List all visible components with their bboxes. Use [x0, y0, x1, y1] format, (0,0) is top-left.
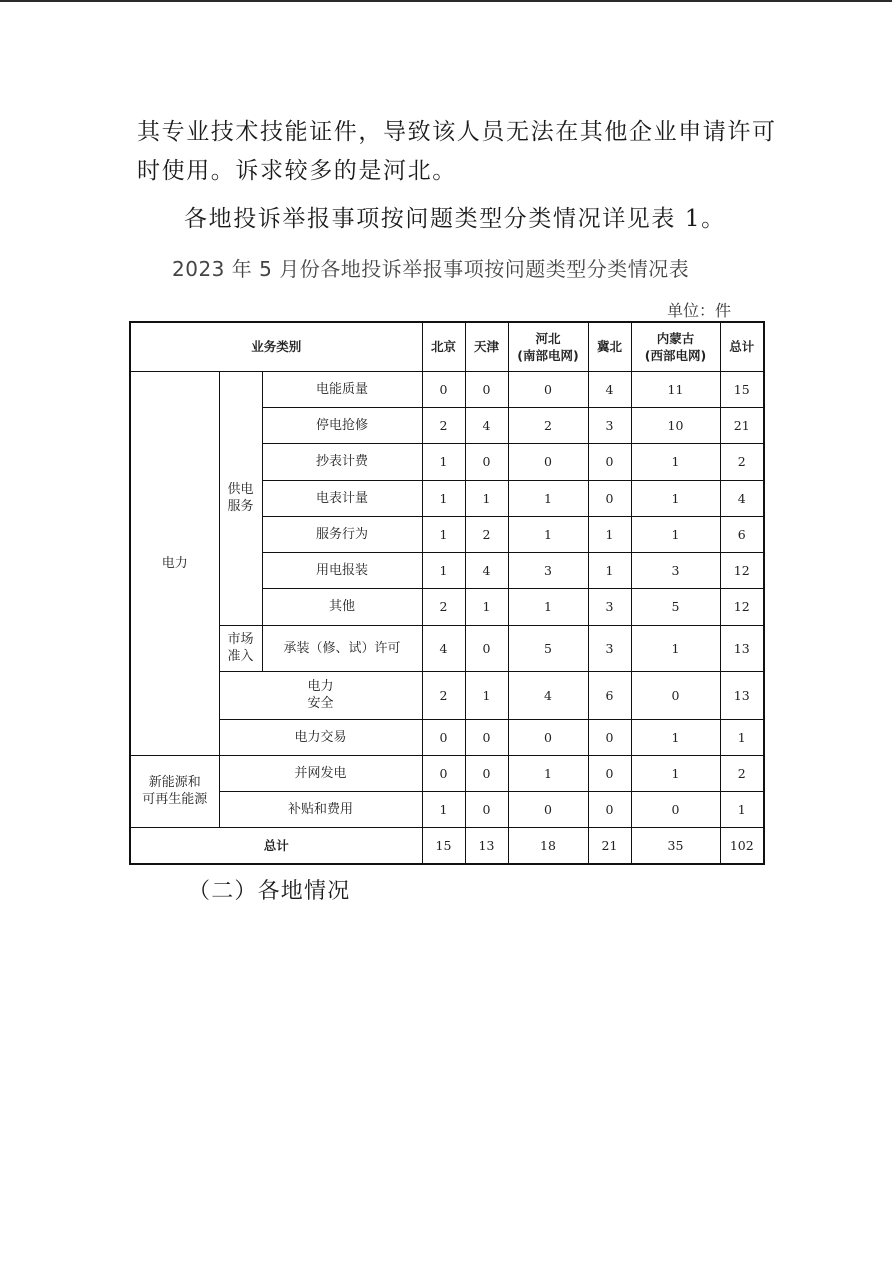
complaint-statistics-table	[129, 321, 765, 865]
value-cell: 3	[588, 588, 631, 625]
value-cell: 0	[465, 625, 508, 671]
section-heading: （二）各地情况	[188, 879, 351, 904]
value-cell: 1	[465, 480, 508, 516]
value-cell: 0	[508, 791, 588, 827]
body-paragraph-line-1: 其专业技术技能证件，导致该人员无法在其他企业申请许可	[137, 119, 777, 145]
value-cell: 1	[588, 516, 631, 552]
table-row	[130, 719, 764, 755]
row-label: 电能质量	[262, 371, 422, 407]
total-value-cell: 13	[465, 827, 508, 864]
row-label: 电力交易	[219, 719, 422, 755]
value-cell: 12	[720, 588, 764, 625]
value-cell: 1	[631, 625, 720, 671]
value-cell: 1	[422, 791, 465, 827]
value-cell: 1	[588, 552, 631, 588]
value-cell: 2	[422, 588, 465, 625]
value-cell: 13	[720, 625, 764, 671]
value-cell: 21	[720, 407, 764, 443]
value-cell: 4	[588, 371, 631, 407]
total-label: 总计	[130, 827, 422, 864]
table-total-row	[130, 827, 764, 864]
value-cell: 0	[588, 755, 631, 791]
header-hebei-sub: (南部电网)	[517, 347, 579, 363]
group-new-energy	[130, 755, 219, 827]
value-cell: 1	[631, 480, 720, 516]
subgroup-supply-service	[219, 371, 262, 625]
value-cell: 1	[508, 480, 588, 516]
value-cell: 0	[588, 443, 631, 480]
value-cell: 0	[631, 671, 720, 719]
value-cell: 2	[422, 671, 465, 719]
header-beijing: 北京	[422, 322, 465, 371]
subgroup-market-access	[219, 625, 262, 671]
value-cell: 3	[588, 625, 631, 671]
value-cell: 0	[422, 755, 465, 791]
header-neimenggu-name: 内蒙古	[656, 330, 695, 346]
table-caption: 2023 年 5 月份各地投诉举报事项按问题类型分类情况表	[172, 257, 690, 281]
total-value-cell: 21	[588, 827, 631, 864]
value-cell: 0	[465, 791, 508, 827]
total-value-cell: 102	[720, 827, 764, 864]
row-label: 承装（修、试）许可	[262, 625, 422, 671]
group-new-energy-line2: 可再生能源	[142, 792, 208, 807]
value-cell: 1	[422, 443, 465, 480]
value-cell: 4	[720, 480, 764, 516]
header-jibei: 冀北	[588, 322, 631, 371]
value-cell: 4	[508, 671, 588, 719]
value-cell: 4	[422, 625, 465, 671]
subgroup-supply-line1: 供电	[227, 482, 254, 497]
value-cell: 0	[631, 791, 720, 827]
value-cell: 5	[631, 588, 720, 625]
header-total: 总计	[720, 322, 764, 371]
value-cell: 0	[422, 371, 465, 407]
body-paragraph-line-2: 时使用。诉求较多的是河北。	[137, 158, 457, 184]
value-cell: 0	[588, 480, 631, 516]
row-label: 电表计量	[262, 480, 422, 516]
row-label: 服务行为	[262, 516, 422, 552]
value-cell: 2	[720, 755, 764, 791]
value-cell: 3	[508, 552, 588, 588]
group-power: 电力	[130, 371, 219, 755]
header-neimenggu-sub: (西部电网)	[644, 347, 707, 363]
value-cell: 1	[631, 755, 720, 791]
row-label: 并网发电	[219, 755, 422, 791]
value-cell: 0	[508, 371, 588, 407]
value-cell: 0	[588, 719, 631, 755]
total-value-cell: 35	[631, 827, 720, 864]
value-cell: 2	[720, 443, 764, 480]
total-value-cell: 18	[508, 827, 588, 864]
subgroup-market-line2: 准入	[227, 649, 254, 664]
value-cell: 1	[422, 516, 465, 552]
value-cell: 4	[465, 552, 508, 588]
value-cell: 1	[422, 480, 465, 516]
top-border-line	[0, 0, 892, 2]
value-cell: 1	[508, 588, 588, 625]
value-cell: 1	[508, 516, 588, 552]
table-header-row	[130, 322, 764, 371]
value-cell: 1	[720, 719, 764, 755]
header-hebei	[508, 322, 588, 371]
table-row	[130, 755, 764, 791]
subgroup-supply-line2: 服务	[227, 499, 254, 514]
value-cell: 1	[631, 443, 720, 480]
subgroup-market-line1: 市场	[227, 632, 254, 647]
value-cell: 1	[720, 791, 764, 827]
value-cell: 0	[465, 371, 508, 407]
value-cell: 6	[588, 671, 631, 719]
value-cell: 1	[508, 755, 588, 791]
table-row	[130, 791, 764, 827]
value-cell: 1	[631, 719, 720, 755]
value-cell: 1	[465, 671, 508, 719]
value-cell: 13	[720, 671, 764, 719]
body-paragraph-table-reference: 各地投诉举报事项按问题类型分类情况详见表 1。	[184, 206, 726, 232]
total-value-cell: 15	[422, 827, 465, 864]
row-label: 其他	[262, 588, 422, 625]
value-cell: 15	[720, 371, 764, 407]
value-cell: 0	[508, 719, 588, 755]
table-unit: 单位：件	[666, 301, 731, 320]
header-tianjin: 天津	[465, 322, 508, 371]
value-cell: 10	[631, 407, 720, 443]
value-cell: 1	[465, 588, 508, 625]
value-cell: 11	[631, 371, 720, 407]
value-cell: 0	[465, 755, 508, 791]
value-cell: 1	[631, 516, 720, 552]
row-label: 用电报装	[262, 552, 422, 588]
row-label-two-line	[219, 671, 422, 719]
header-category: 业务类别	[130, 322, 422, 371]
group-new-energy-line1: 新能源和	[148, 775, 201, 790]
value-cell: 0	[465, 719, 508, 755]
value-cell: 5	[508, 625, 588, 671]
value-cell: 4	[465, 407, 508, 443]
value-cell: 1	[422, 552, 465, 588]
value-cell: 3	[631, 552, 720, 588]
value-cell: 2	[508, 407, 588, 443]
row-label: 停电抢修	[262, 407, 422, 443]
row-label: 补贴和费用	[219, 791, 422, 827]
value-cell: 0	[422, 719, 465, 755]
row-label-line1: 电力	[307, 679, 334, 694]
table-row	[130, 371, 764, 407]
value-cell: 3	[588, 407, 631, 443]
value-cell: 0	[508, 443, 588, 480]
value-cell: 12	[720, 552, 764, 588]
header-neimenggu	[631, 322, 720, 371]
value-cell: 2	[465, 516, 508, 552]
header-hebei-name: 河北	[535, 330, 561, 346]
row-label-line2: 安全	[307, 696, 334, 711]
value-cell: 0	[465, 443, 508, 480]
row-label: 抄表计费	[262, 443, 422, 480]
value-cell: 6	[720, 516, 764, 552]
value-cell: 0	[588, 791, 631, 827]
value-cell: 2	[422, 407, 465, 443]
table-row	[130, 625, 764, 671]
table-row	[130, 671, 764, 719]
